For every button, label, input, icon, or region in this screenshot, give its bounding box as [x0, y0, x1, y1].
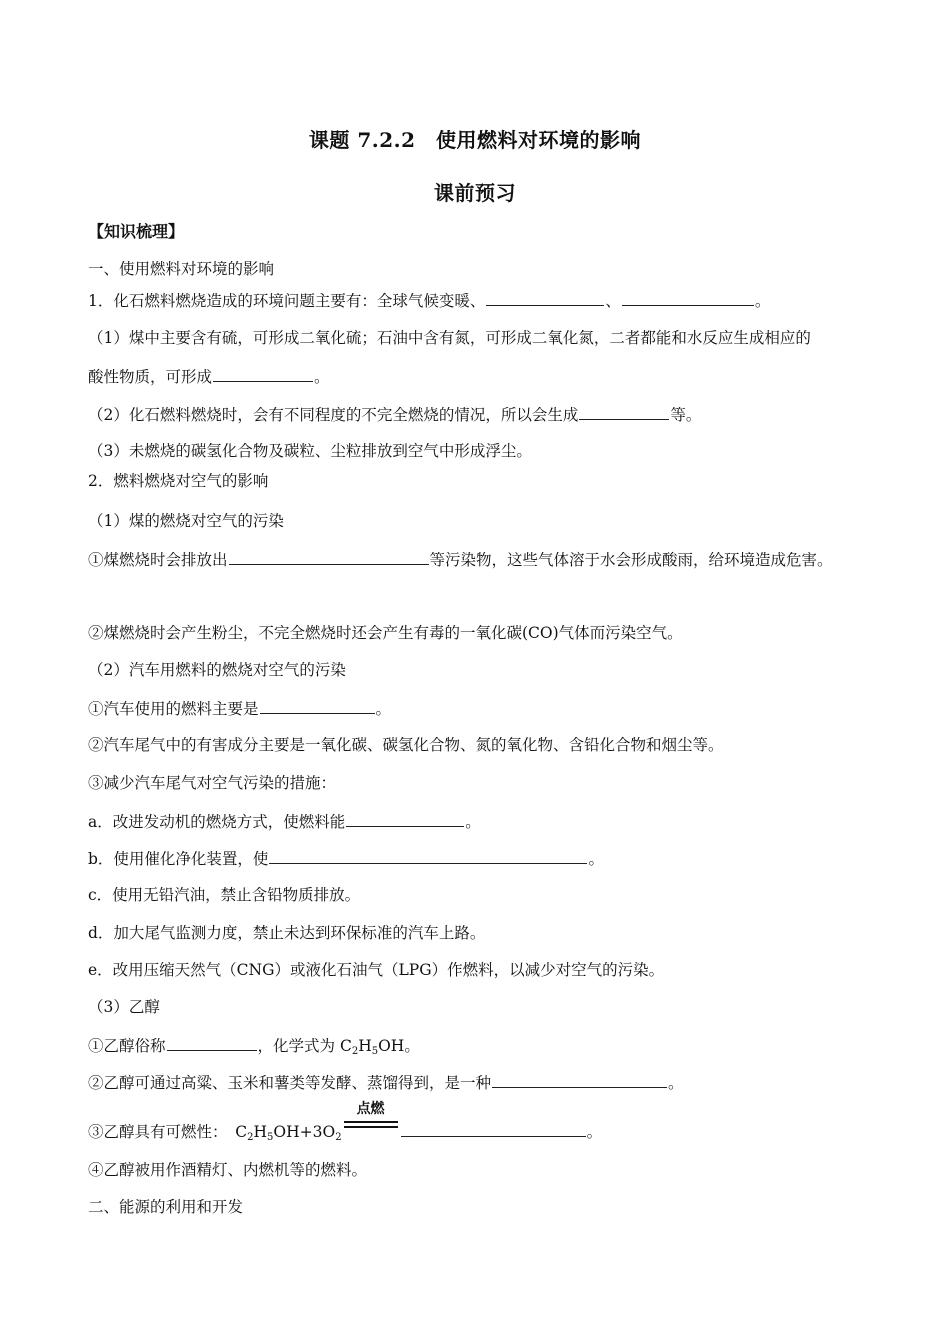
measure-e: e．改用压缩天然气（CNG）或液化石油气（LPG）作燃料，以减少对空气的污染。 — [88, 961, 665, 979]
text: 。 — [314, 368, 330, 386]
fill-blank[interactable] — [229, 548, 429, 565]
item-1 — [88, 289, 890, 312]
text: 1．化石燃料燃烧造成的环境问题主要有：全球气候变暖、 — [88, 292, 486, 310]
text: （2）化石燃料燃烧时，会有不同程度的不完全燃烧的情况，所以会生成 — [88, 406, 579, 424]
measure-a — [88, 810, 890, 833]
equals-line — [344, 1121, 398, 1123]
item-1-1-cont — [88, 365, 890, 388]
subscript: 5 — [267, 1132, 274, 1143]
heading-2: 二、能源的利用和开发 — [88, 1198, 244, 1216]
item-2-2: （2）汽车用燃料的燃烧对空气的污染 — [88, 661, 346, 679]
subscript: 2 — [335, 1132, 342, 1143]
ethanol-c — [88, 1101, 890, 1143]
text: 。 — [588, 850, 604, 868]
ethanol-d: ④乙醇被用作酒精灯、内燃机等的燃料。 — [88, 1161, 368, 1179]
page-title: 课题 7.2.2 使用燃料对环境的影响 — [308, 128, 642, 152]
text: 等。 — [670, 406, 702, 424]
fill-blank[interactable] — [492, 1071, 667, 1088]
item-1-3: （3）未燃烧的碳氢化合物及碳粒、尘粒排放到空气中形成浮尘。 — [88, 442, 532, 460]
fill-blank[interactable] — [486, 289, 604, 306]
text: ③乙醇具有可燃性： C — [88, 1123, 248, 1141]
fill-blank[interactable] — [346, 810, 464, 827]
subscript: 2 — [351, 1046, 359, 1057]
text: 。 — [754, 292, 771, 310]
section-label: 【知识梳理】 — [88, 222, 185, 241]
heading-1: 一、使用燃料对环境的影响 — [88, 260, 275, 278]
text: H — [358, 1037, 372, 1055]
item-2: 2．燃料燃烧对空气的影响 — [88, 472, 269, 490]
text: 。 — [375, 700, 392, 718]
item-2-1: （1）煤的燃烧对空气的污染 — [88, 512, 284, 530]
fill-blank[interactable] — [269, 847, 587, 864]
text: 。 — [586, 1123, 603, 1141]
subscript: 5 — [371, 1046, 379, 1057]
item-2-1-b: ②煤燃烧时会产生粉尘，不完全燃烧时还会产生有毒的一氧化碳(CO)气体而污染空气。 — [88, 624, 683, 642]
item-2-3: （3）乙醇 — [88, 998, 160, 1016]
item-2-1-a — [88, 548, 890, 571]
fill-blank[interactable] — [579, 403, 669, 420]
subscript: 2 — [247, 1132, 254, 1143]
page-subtitle: 课前预习 — [434, 181, 516, 205]
measure-b — [88, 847, 890, 870]
ethanol-b — [88, 1071, 890, 1094]
text: a．改进发动机的燃烧方式，使燃料能 — [88, 813, 346, 831]
measure-c: c．使用无铅汽油，禁止含铅物质排放。 — [88, 886, 361, 904]
text: 等污染物，这些气体溶于水会形成酸雨，给环境造成危害。 — [429, 551, 833, 569]
equals-line — [344, 1126, 398, 1128]
reaction-arrow — [342, 1101, 400, 1137]
measure-d: d．加大尾气监测力度，禁止未达到环保标准的汽车上路。 — [88, 924, 486, 942]
text: ①汽车使用的燃料主要是 — [88, 700, 259, 718]
reaction-condition: 点燃 — [356, 1101, 385, 1117]
text: ②乙醇可通过高粱、玉米和薯类等发酵、蒸馏得到，是一种 — [88, 1074, 492, 1092]
text: ，化学式为 C — [257, 1037, 352, 1055]
ethanol-a — [88, 1034, 890, 1057]
text: 、 — [605, 292, 621, 310]
text: 。 — [668, 1074, 684, 1092]
item-2-2-a — [88, 697, 890, 720]
text: ①煤燃烧时会排放出 — [88, 551, 228, 569]
text: OH+3O — [273, 1123, 336, 1141]
text: OH。 — [378, 1037, 420, 1055]
text: ①乙醇俗称 — [88, 1037, 166, 1055]
fill-blank[interactable] — [622, 289, 754, 306]
fill-blank[interactable] — [213, 365, 313, 382]
item-2-2-c: ③减少汽车尾气对空气污染的措施： — [88, 774, 337, 792]
fill-blank[interactable] — [167, 1034, 257, 1051]
item-1-1: （1）煤中主要含有硫，可形成二氧化硫；石油中含有氮，可形成二氧化氮，二者都能和水反应生成相应的 — [88, 329, 811, 347]
text: 酸性物质，可形成 — [88, 368, 213, 386]
text: b．使用催化净化装置，使 — [88, 850, 269, 868]
item-1-2 — [88, 403, 890, 426]
text: H — [253, 1123, 268, 1141]
fill-blank[interactable] — [401, 1120, 586, 1137]
text: 。 — [465, 813, 481, 831]
item-2-2-b: ②汽车尾气中的有害成分主要是一氧化碳、碳氢化合物、氮的氧化物、含铅化合物和烟尘等。 — [88, 736, 724, 754]
fill-blank[interactable] — [260, 697, 375, 714]
